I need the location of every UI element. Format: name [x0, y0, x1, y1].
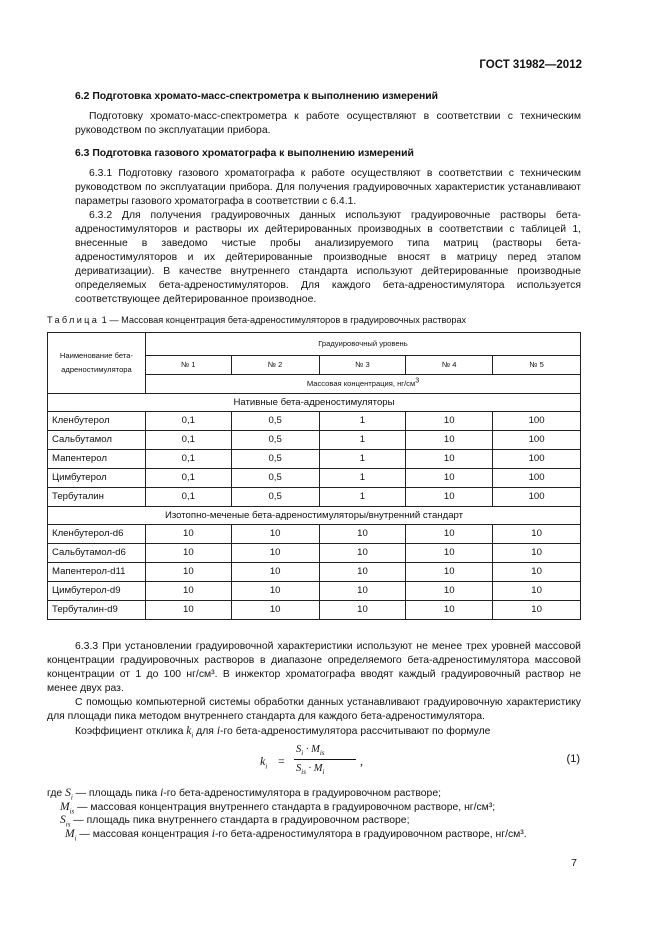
table-row — [48, 431, 581, 450]
row-name: Мапентерол-d11 — [48, 563, 146, 582]
definition-row: $M_{is}$ — массовая концентрация внутреннего стандарта в градуировочном растворе, нг/см³; — [60, 800, 496, 815]
cell-value: 10 — [406, 601, 493, 620]
cell-value: 1 — [319, 431, 406, 450]
table-row — [48, 488, 581, 507]
cell-value: 0,5 — [231, 431, 319, 450]
cell-value: 1 — [319, 469, 406, 488]
cell-value: 0,5 — [231, 469, 319, 488]
cell-value: 10 — [319, 525, 406, 544]
cell-value: 1 — [319, 450, 406, 469]
cell-value: 10 — [145, 525, 231, 544]
cell-value: 1 — [319, 488, 406, 507]
post-table-text — [47, 640, 581, 739]
definition-row: $S_{is}$ — площадь пика внутреннего стандарта в градуировочном растворе; — [60, 814, 410, 829]
cell-value: 0,5 — [231, 450, 319, 469]
standard-code: ГОСТ 31982—2012 — [479, 59, 582, 71]
cell-value: 10 — [319, 563, 406, 582]
table-row — [48, 601, 581, 620]
group-labeled-heading: Изотопно-меченые бета-адреностимуляторы/внутренний стандарт — [48, 507, 581, 525]
table-header-name: Наименование бета-адреностимулятора — [48, 333, 146, 394]
cell-value: 10 — [231, 601, 319, 620]
cell-value: 100 — [493, 450, 581, 469]
level-header: № 5 — [493, 356, 581, 375]
table-row — [48, 563, 581, 582]
calibration-table — [47, 332, 581, 620]
row-name: Цимбутерол — [48, 469, 146, 488]
formula-number: (1) — [566, 753, 580, 765]
cell-value: 10 — [493, 544, 581, 563]
table-row — [48, 582, 581, 601]
level-header: № 1 — [145, 356, 231, 375]
cell-value: 100 — [493, 469, 581, 488]
level-header: № 2 — [231, 356, 319, 375]
cell-value: 10 — [145, 601, 231, 620]
cell-value: 0,5 — [231, 412, 319, 431]
paragraph-6-3-3: 6.3.3 При установлении градуировочной характеристики используют не менее трех уровней массовой концентрации градуировочных растворов в диапазоне определяемого бета-адреностимулятора массовой концентрации от 1 до 100 нг/см³. В инжектор хроматографа вводят каждый градуировочный раствор не менее двух раз. — [47, 641, 581, 694]
table-row — [48, 450, 581, 469]
cell-value: 10 — [406, 525, 493, 544]
cell-value: 10 — [493, 563, 581, 582]
row-name: Цимбутерол-d9 — [48, 582, 146, 601]
cell-value: 0,1 — [145, 412, 231, 431]
response-factor-formula: $k_i$ = $S_i \cdot M_{is}$ $S_{is} \cdot M_i$ , (1) — [260, 744, 580, 777]
table-row — [48, 525, 581, 544]
row-name: Тербуталин — [48, 488, 146, 507]
paragraph-6-3-1: 6.3.1 Подготовку газового хроматографа к работе осуществляют в соответствии с техническим руководством по эксплуатации прибора. Для получения градуировочных характеристик устанавливают параметры газового хроматографа в соответствии с 6.4.1. — [75, 168, 581, 207]
row-name: Тербуталин-d9 — [48, 601, 146, 620]
paragraph-6-3-2: 6.3.2 Для получения градуировочных данных используют градуировочные растворы бета-адреностимуляторов и растворы их дейтерированных производных в соответствии с таблицей 1, внесенные в заведомо чистые пробы анализируемого типа матриц (растворы бета-адреностимуляторов и их дейтерированные производные вносят в матрицу перед этапом дериватизации). В качестве внутреннего стандарта используют дейтерированные производные определяемых бета-адреностимуляторов. Для каждого бета-адреностимулятора используется соответствующее дейтерированное производное. — [75, 210, 581, 305]
table-header-levels: Градуировочный уровень — [145, 333, 580, 356]
cell-value: 10 — [231, 563, 319, 582]
cell-value: 0,1 — [145, 450, 231, 469]
row-name: Мапентерол — [48, 450, 146, 469]
cell-value: 10 — [145, 544, 231, 563]
table-row — [48, 469, 581, 488]
cell-value: 10 — [406, 563, 493, 582]
definition-row: где $S_i$ — площадь пика i-го бета-адреностимулятора в градуировочном растворе; — [47, 787, 442, 802]
table-row — [48, 412, 581, 431]
paragraph-coefficient: Коэффициент отклика $k_i$ для i-го бета-адреностимулятора рассчитывают по формуле — [75, 725, 491, 740]
cell-value: 0,1 — [145, 469, 231, 488]
cell-value: 10 — [406, 431, 493, 450]
cell-value: 0,5 — [231, 488, 319, 507]
cell-value: 100 — [493, 431, 581, 450]
cell-value: 10 — [319, 544, 406, 563]
cell-value: 10 — [145, 582, 231, 601]
cell-value: 10 — [231, 582, 319, 601]
table-row — [48, 544, 581, 563]
section-6-2-text: Подготовку хромато-масс-спектрометра к работе осуществляют в соответствии с техническим руководством по эксплуатации прибора. — [75, 111, 581, 136]
cell-value: 10 — [231, 544, 319, 563]
cell-value: 10 — [406, 412, 493, 431]
cell-value: 1 — [319, 412, 406, 431]
cell-value: 100 — [493, 412, 581, 431]
cell-value: 100 — [493, 488, 581, 507]
level-header: № 3 — [319, 356, 406, 375]
paragraph-software: С помощью компьютерной системы обработки данных устанавливают градуировочную характеристику для площади пика методом внутреннего стандарта для каждого бета-адреностимулятора. — [47, 697, 581, 722]
row-name: Кленбутерол — [48, 412, 146, 431]
cell-value: 0,1 — [145, 488, 231, 507]
definition-row: $M_i$ — массовая концентрация i-го бета-адреностимулятора в градуировочном растворе, нг/см³. — [65, 827, 527, 842]
cell-value: 0,1 — [145, 431, 231, 450]
cell-value: 10 — [406, 469, 493, 488]
cell-value: 10 — [493, 525, 581, 544]
cell-value: 10 — [493, 601, 581, 620]
section-6-3-heading: 6.3 Подготовка газового хроматографа к выполнению измерений — [75, 148, 414, 159]
main-text — [75, 90, 581, 307]
row-name: Кленбутерол-d6 — [48, 525, 146, 544]
cell-value: 10 — [406, 450, 493, 469]
level-header: № 4 — [406, 356, 493, 375]
cell-value: 10 — [406, 544, 493, 563]
cell-value: 10 — [319, 582, 406, 601]
cell-value: 10 — [319, 601, 406, 620]
cell-value: 10 — [406, 488, 493, 507]
section-6-2-heading: 6.2 Подготовка хромато-масс-спектрометра к выполнению измерений — [75, 91, 439, 102]
cell-value: 10 — [145, 563, 231, 582]
cell-value: 10 — [493, 582, 581, 601]
cell-value: 10 — [231, 525, 319, 544]
table-caption: Таблица 1 — Массовая концентрация бета-адреностимуляторов в градуировочных растворах — [47, 315, 467, 325]
group-native-heading: Нативные бета-адреностимуляторы — [48, 394, 581, 412]
row-name: Сальбутамол — [48, 431, 146, 450]
page-number: 7 — [571, 857, 577, 869]
unit-header: Массовая концентрация, $нг/см^3$ — [145, 375, 580, 394]
cell-value: 10 — [406, 582, 493, 601]
symbol-definitions — [47, 786, 581, 840]
row-name: Сальбутамол-d6 — [48, 544, 146, 563]
